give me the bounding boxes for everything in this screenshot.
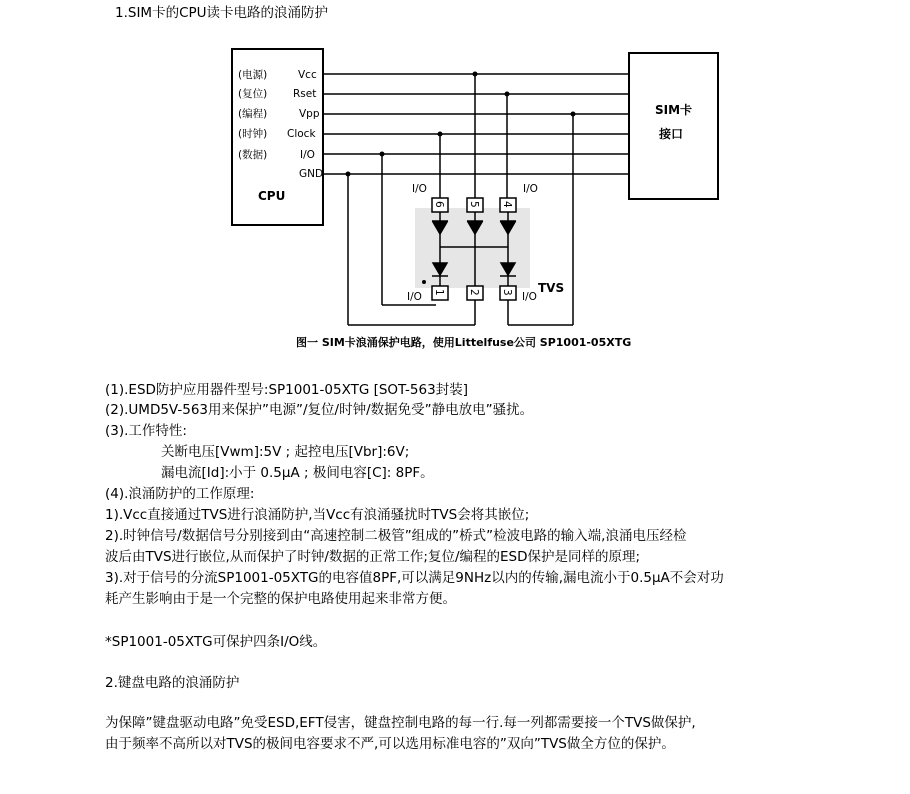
pin-func-clock: (时钟)	[238, 128, 268, 140]
cpu-label: CPU	[258, 189, 286, 203]
item-1: (1).ESD防护应用器件型号:SP1001-05XTG [SOT-563封装]	[105, 382, 468, 398]
junction-dots	[346, 72, 576, 177]
tvs-label: TVS	[538, 281, 565, 295]
io-label-pin6: I/O	[412, 183, 427, 195]
pin-name-vcc: Vcc	[298, 69, 317, 81]
item-3b: 漏电流[Id]:小于 0.5μA ; 极间电容[C]: 8PF。	[161, 465, 434, 481]
figure-caption: 图一 SIM卡浪涌保护电路，使用Littelfuse公司 SP1001-05XTG	[296, 336, 632, 349]
section1-title: 1.SIM卡的CPU读卡电路的浪涌防护	[115, 5, 329, 21]
item-4-3a: 3).对于信号的分流SP1001-05XTG的电容值8PF,可以满足9NHz以内的传输,漏电流小于0.5μA不会对功	[105, 570, 724, 586]
pin-3-number: 3	[501, 289, 513, 296]
io-label-pin1: I/O	[407, 291, 422, 303]
pin-name-rset: Rset	[293, 88, 317, 100]
item-4-1: 1).Vcc直接通过TVS进行浪涌防护,当Vcc有浪涌骚扰时TVS会将其嵌位;	[105, 507, 530, 523]
pin-name-gnd: GND	[299, 168, 324, 180]
item-4-2a: 2).时钟信号/数据信号分别接到由“高速控制二极管”组成的”桥式”检波电路的输入端,浪涌电压经检	[105, 528, 687, 544]
item-2: (2).UMD5V-563用来保护”电源”/复位/时钟/数据免受”静电放电”骚扰。	[105, 402, 534, 418]
item-3a: 关断电压[Vwm]:5V ; 起控电压[Vbr]:6V;	[161, 444, 410, 460]
pin-func-reset: (复位)	[238, 88, 268, 100]
pin-func-program: (编程)	[238, 108, 268, 120]
section2-title: 2.键盘电路的浪涌防护	[105, 675, 240, 691]
pin-4-number: 4	[501, 201, 513, 208]
item-4: (4).浪涌防护的工作原理:	[105, 486, 255, 502]
pin-5-number: 5	[468, 201, 480, 208]
sim-label-line1: SIM卡	[655, 103, 693, 117]
sim-protection-circuit-diagram	[0, 0, 910, 370]
pin-2-number: 2	[468, 289, 480, 296]
sim-card-interface-block	[629, 53, 718, 199]
tvs-bottom-pins	[432, 286, 516, 300]
io-label-pin4: I/O	[523, 183, 538, 195]
pin-6-number: 6	[433, 201, 445, 208]
item-4-2b: 波后由TVS进行嵌位,从而保护了时钟/数据的正常工作;复位/编程的ESD保护是同样的原理;	[105, 549, 641, 565]
section2-line1: 为保障”键盘驱动电路”免受ESD,EFT侵害，键盘控制电路的每一行.每一列都需要接一个TVS做保护,	[105, 715, 696, 731]
item-4-3b: 耗产生影响由于是一个完整的保护电路使用起来非常方便。	[105, 591, 456, 607]
pin-func-power: (电源)	[238, 69, 268, 81]
sim-label-line2: 接口	[659, 127, 684, 141]
pin-name-vpp: Vpp	[299, 108, 320, 120]
pin-name-io: I/O	[300, 149, 315, 161]
tvs-top-pins	[432, 198, 516, 212]
pin-name-clock: Clock	[287, 128, 316, 140]
pin-func-data: (数据)	[238, 149, 268, 161]
pin-1-number: 1	[433, 289, 445, 296]
io-label-pin3: I/O	[522, 291, 537, 303]
note: *SP1001-05XTG可保护四条I/O线。	[105, 634, 327, 650]
pin1-indicator-dot	[422, 280, 426, 284]
section2-line2: 由于频率不高所以对TVS的极间电容要求不严,可以选用标准电容的”双向”TVS做全方位的保护。	[105, 736, 675, 752]
item-3: (3).工作特性:	[105, 423, 187, 439]
